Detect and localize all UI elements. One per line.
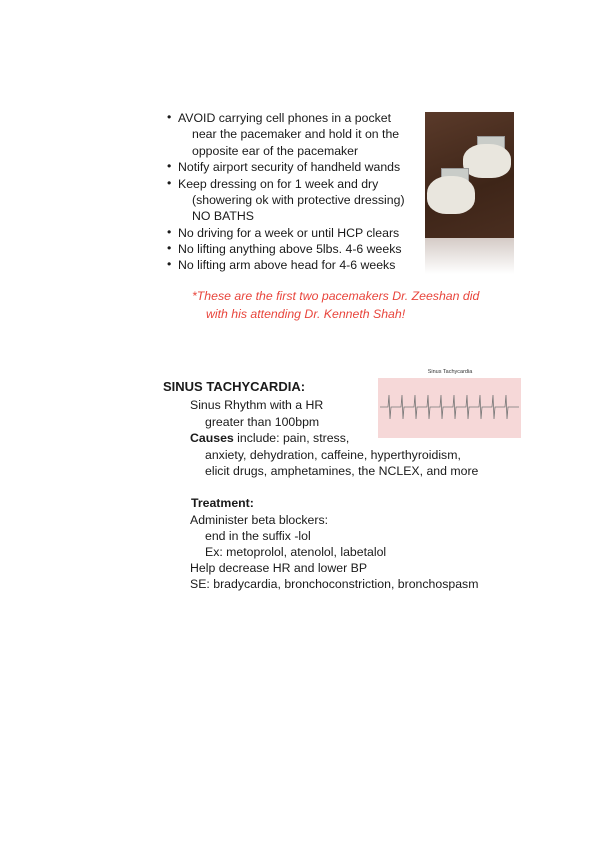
ecg-strip-image: [378, 365, 521, 438]
bullet-text: (showering ok with protective dressing): [192, 193, 405, 207]
treatment-line: end in the suffix -lol: [205, 529, 311, 543]
bullet-text: Keep dressing on for 1 week and dry: [178, 177, 379, 191]
causes-label: Causes: [190, 431, 234, 445]
bullet-text: No lifting arm above head for 4-6 weeks: [178, 258, 396, 272]
bullet-text: opposite ear of the pacemaker: [192, 144, 359, 158]
ecg-title: Sinus Tachycardia: [427, 369, 473, 375]
treatment-label: Treatment:: [191, 496, 254, 510]
definition-text: Sinus Rhythm with a HR: [190, 398, 324, 412]
bullet-text: No driving for a week or until HCP clears: [178, 226, 400, 240]
causes-text: [190, 430, 349, 446]
pacemaker-photo: [425, 112, 514, 238]
treatment-line: SE: bradycardia, bronchoconstriction, bronchospasm: [190, 577, 479, 591]
treatment-line: Ex: metoprolol, atenolol, labetalol: [205, 545, 387, 559]
note-text: with his attending Dr. Kenneth Shah!: [206, 307, 406, 321]
definition-text: greater than 100bpm: [205, 415, 320, 429]
causes-line: elicit drugs, amphetamines, the NCLEX, and more: [205, 464, 479, 478]
note-text: *These are the first two pacemakers Dr. Zeeshan did: [192, 289, 480, 303]
bullet-text: NO BATHS: [192, 209, 254, 223]
bullet: •: [167, 110, 172, 124]
bullet: •: [167, 241, 172, 255]
bullet: •: [167, 225, 172, 239]
causes-line: include: pain, stress,: [233, 431, 350, 445]
bullet-text: No lifting anything above 5lbs. 4-6 weeks: [178, 242, 402, 256]
bullet-text: near the pacemaker and hold it on the: [192, 127, 400, 141]
bullet: •: [167, 257, 172, 271]
causes-line: anxiety, dehydration, caffeine, hyperthyroidism,: [205, 448, 461, 462]
treatment-line: Administer beta blockers:: [190, 513, 329, 527]
bullet: •: [167, 176, 172, 190]
bullet: •: [167, 159, 172, 173]
bullet-text: Notify airport security of handheld wands: [178, 160, 401, 174]
photo-reflection: [425, 238, 514, 274]
section-title: SINUS TACHYCARDIA:: [163, 379, 306, 394]
bullet-text: AVOID carrying cell phones in a pocket: [178, 111, 392, 125]
treatment-line: Help decrease HR and lower BP: [190, 561, 368, 575]
